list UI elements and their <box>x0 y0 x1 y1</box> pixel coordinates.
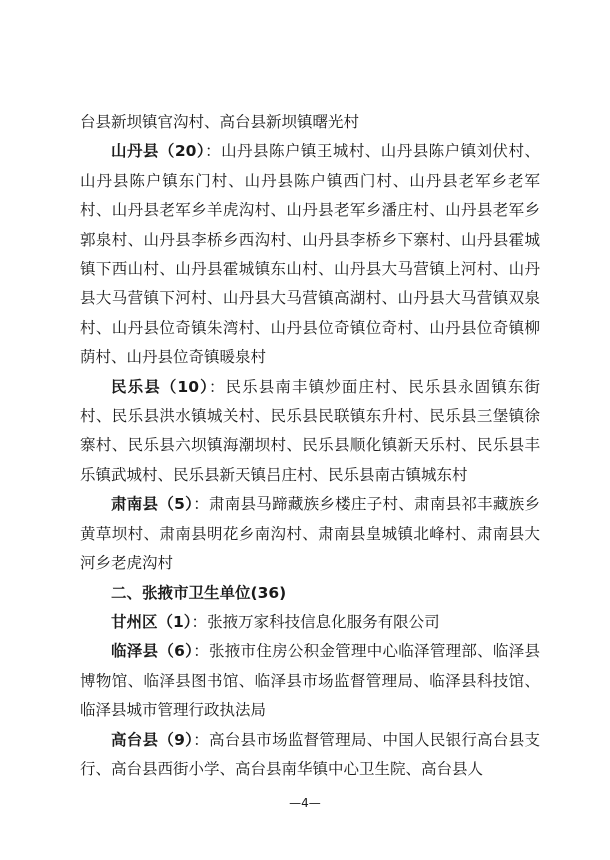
sunan-lead: 肃南县（5） <box>111 495 194 514</box>
ganzhou-colon: ： <box>191 612 208 631</box>
ganzhou-text: 张掖万家科技信息化服务有限公司 <box>207 612 440 631</box>
linze-text: 张掖市住房公积金管理中心临泽管理部、临泽县博物馆、临泽县图书馆、临泽县市场监督管理局、临泽县科技馆、临泽县城市管理行政执法局 <box>80 642 540 720</box>
minle-text: 民乐县南丰镇炒面庄村、民乐县永固镇东街村、民乐县洪水镇城关村、民乐县民联镇东升村、民乐县三堡镇徐寨村、民乐县六坝镇海潮坝村、民乐县顺化镇新天乐村、民乐县丰乐镇武城村、民乐县新天镇吕庄村、民乐县南古镇城东村 <box>80 377 540 484</box>
minle-colon: ： <box>208 377 226 396</box>
linze-colon: ： <box>193 642 209 661</box>
ganzhou-paragraph <box>80 608 540 637</box>
minle-lead: 民乐县（10） <box>111 377 209 396</box>
sunan-colon: ： <box>193 495 209 514</box>
continuation-paragraph <box>80 108 540 137</box>
ganzhou-lead: 甘州区（1） <box>111 612 192 631</box>
document-body <box>80 108 540 784</box>
linze-paragraph <box>80 637 540 725</box>
linze-lead: 临泽县（6） <box>111 642 194 661</box>
shandan-paragraph <box>80 137 540 372</box>
continuation-text: 台县新坝镇官沟村、高台县新坝镇曙光村 <box>80 113 360 131</box>
gaotai-lead: 高台县（9） <box>111 730 194 749</box>
section-heading: 二、张掖市卫生单位(36) <box>111 583 287 602</box>
shandan-colon: ： <box>205 142 222 161</box>
shandan-text: 山丹县陈户镇王城村、山丹县陈户镇刘伏村、山丹县陈户镇东门村、山丹县陈户镇西门村、山丹县老军乡老军村、山丹县老军乡羊虎沟村、山丹县老军乡潘庄村、山丹县老军乡郭泉村、山丹县李桥乡西沟村、山丹县李桥乡下寨村、山丹县霍城镇下西山村、山丹县霍城镇东山村、山丹县大马营镇上河村、山丹县大马营镇下河村、山丹县大马营镇高湖村、山丹县大马营镇双泉村、山丹县位奇镇朱湾村、山丹县位奇镇位奇村、山丹县位奇镇柳荫村、山丹县位奇镇暖泉村 <box>80 142 540 367</box>
sunan-paragraph <box>80 490 540 578</box>
gaotai-text: 高台县市场监督管理局、中国人民银行高台县支行、高台县西街小学、高台县南华镇中心卫生院、高台县人 <box>80 730 540 778</box>
shandan-lead: 山丹县（20） <box>111 142 206 161</box>
minle-paragraph <box>80 373 540 491</box>
gaotai-colon: ： <box>193 730 209 749</box>
page-number: —4— <box>289 796 321 810</box>
gaotai-paragraph <box>80 726 540 785</box>
sunan-text: 肃南县马蹄藏族乡楼庄子村、肃南县祁丰藏族乡黄草坝村、肃南县明花乡南沟村、肃南县皇城镇北峰村、肃南县大河乡老虎沟村 <box>80 495 540 573</box>
